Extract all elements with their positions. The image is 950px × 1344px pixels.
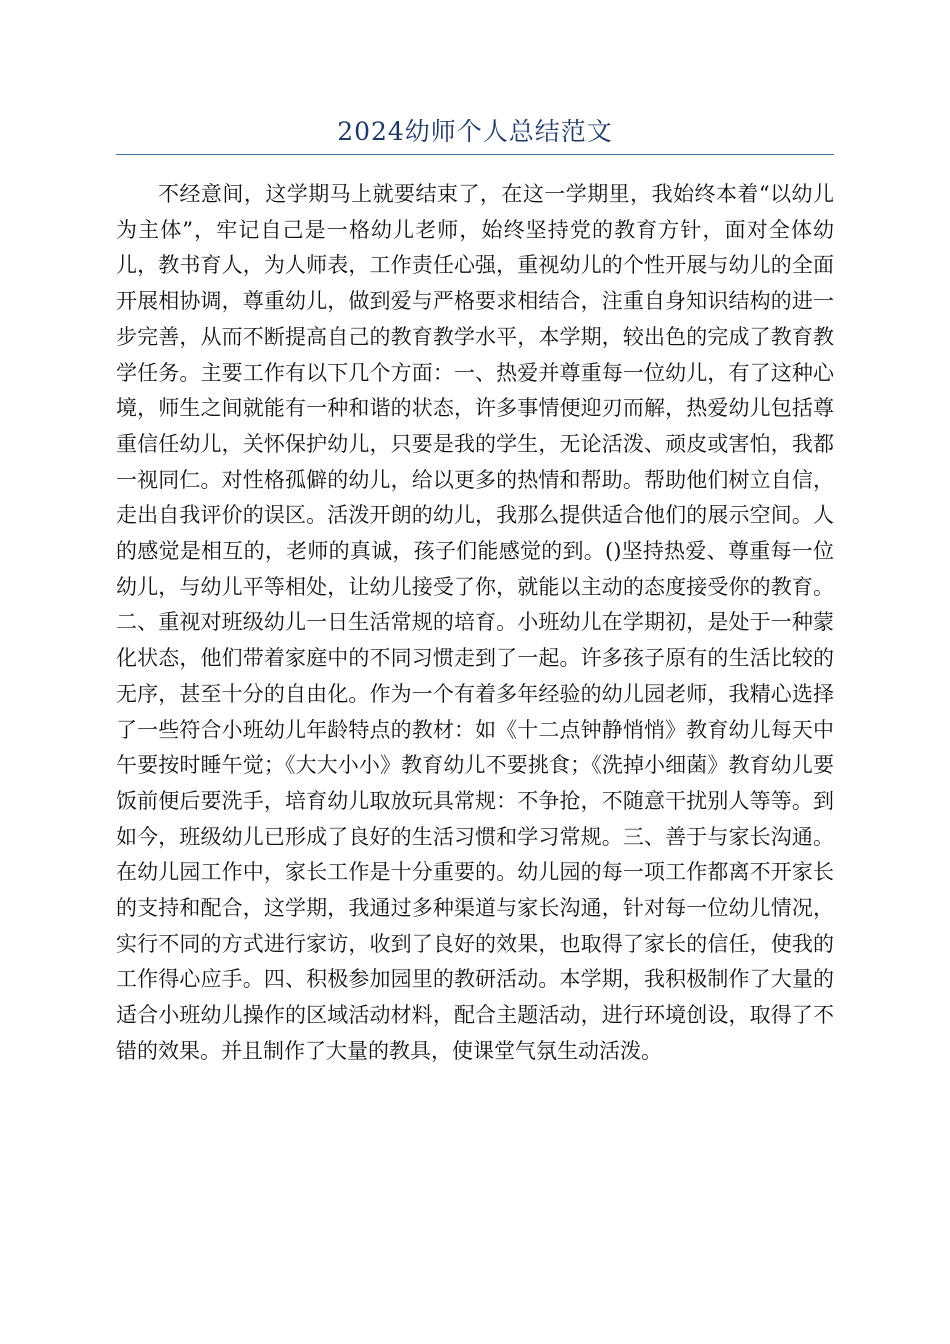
document-body-paragraph: 不经意间，这学期马上就要结束了，在这一学期里，我始终本着“以幼儿为主体”，牢记自己是一格幼儿老师，始终坚持党的教育方针，面对全体幼儿，教书育人，为人师表，工作责任心强，重视幼儿的个性开展与幼儿的全面开展相协调，尊重幼儿，做到爱与严格要求相结合，注重自身知识结构的进一步完善，从而不断提高自己的教育教学水平，本学期，较出色的完成了教育教学任务。主要工作有以下几个方面：一、热爱并尊重每一位幼儿，有了这种心境，师生之间就能有一种和谐的状态，许多事情便迎刃而解，热爱幼儿包括尊重信任幼儿，关怀保护幼儿，只要是我的学生，无论活泼、顽皮或害怕，我都一视同仁。对性格孤僻的幼儿，给以更多的热情和帮助。帮助他们树立自信，走出自我评价的误区。活泼开朗的幼儿，我那么提供适合他们的展示空间。人的感觉是相互的，老师的真诚，孩子们能感觉的到。()坚持热爱、尊重每一位幼儿，与幼儿平等相处，让幼儿接受了你，就能以主动的态度接受你的教育。二、重视对班级幼儿一日生活常规的培育。小班幼儿在学期初，是处于一种蒙化状态，他们带着家庭中的不同习惯走到了一起。许多孩子原有的生活比较的无序，甚至十分的自由化。作为一个有着多年经验的幼儿园老师，我精心选择了一些符合小班幼儿年龄特点的教材：如《十二点钟静悄悄》教育幼儿每天中午要按时睡午觉；《大大小小》教育幼儿不要挑食；《洗掉小细菌》教育幼儿要饭前便后要洗手，培育幼儿取放玩具常规：不争抢，不随意干扰别人等等。到如今，班级幼儿已形成了良好的生活习惯和学习常规。三、善于与家长沟通。在幼儿园工作中，家长工作是十分重要的。幼儿园的每一项工作都离不开家长的支持和配合，这学期，我通过多种渠道与家长沟通，针对每一位幼儿情况，实行不同的方式进行家访，收到了良好的效果，也取得了家长的信任，使我的工作得心应手。四、积极参加园里的教研活动。本学期，我积极制作了大量的适合小班幼儿操作的区域活动材料，配合主题活动，进行环境创设，取得了不错的效果。并且制作了大量的教具，使课堂气氛生动活泼。 bbox=[116, 182, 834, 1063]
title-underline bbox=[116, 154, 834, 155]
document-title: 2024幼师个人总结范文 bbox=[337, 117, 613, 146]
